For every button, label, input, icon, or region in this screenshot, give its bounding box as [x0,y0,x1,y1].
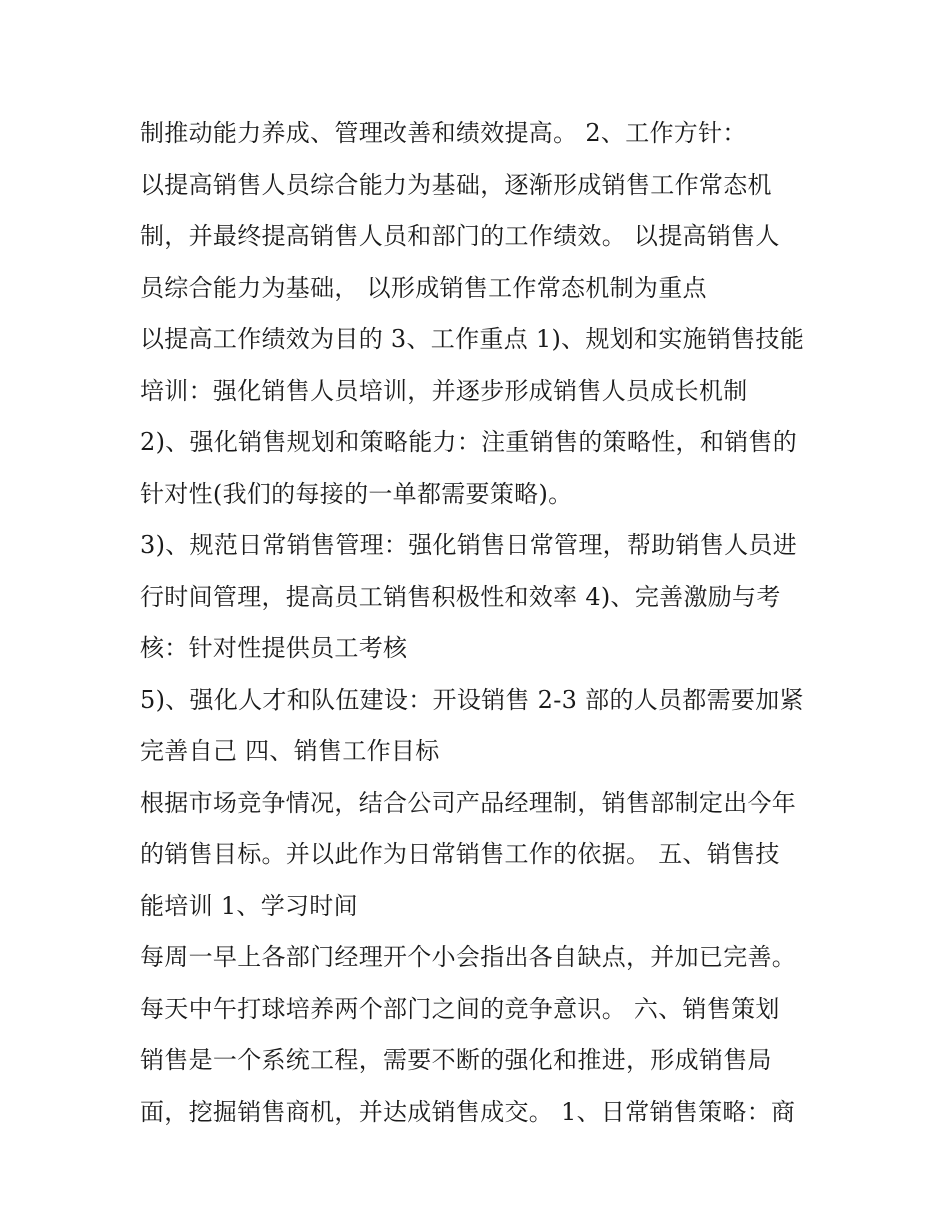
text-line: 核：针对性提供员工考核 [140,634,408,662]
text-line: 员综合能力为基础， 以形成销售工作常态机制为重点 [140,273,707,302]
text-line: 根据市场竞争情况，结合公司产品经理制，销售部制定出今年 [140,788,797,817]
text-line: 销售是一个系统工程，需要不断的强化和推进，形成销售局 [140,1046,772,1074]
text-line: 面，挖掘销售商机，并达成销售成交。 1、日常销售策略：商 [140,1097,796,1126]
text-line: 培训：强化销售人员培训，并逐步形成销售人员成长机制 [140,376,748,405]
text-line: 行时间管理，提高员工销售积极性和效率 4)、完善激励与考 [140,582,781,611]
text-line: 的销售目标。并以此作为日常销售工作的依据。 五、销售技 [140,840,780,868]
text-line: 3)、规范日常销售管理：强化销售日常管理，帮助销售人员进 [140,531,798,559]
text-line: 针对性(我们的每接的一单都需要策略)。 [140,479,573,508]
text-line: 以提高销售人员综合能力为基础，逐渐形成销售工作常态机 [140,170,772,199]
text-line: 5)、强化人才和队伍建设：开设销售 2-3 部的人员都需要加紧 [140,685,804,714]
text-line: 以提高工作绩效为目的 3、工作重点 1)、规划和实施销售技能 [140,325,805,353]
text-line: 能培训 1、学习时间 [140,891,358,920]
text-line: 每周一早上各部门经理开个小会指出各自缺点，并加已完善。 [140,943,797,971]
text-line: 制推动能力养成、管理改善和绩效提高。 2、工作方针： [140,119,747,147]
text-line: 2)、强化销售规划和策略能力：注重销售的策略性，和销售的 [140,428,798,456]
body-text [140,108,830,1138]
text-line: 每天中午打球培养两个部门之间的竞争意识。 六、销售策划 [140,994,780,1023]
text-line: 完善自己 四、销售工作目标 [140,737,440,765]
text-line: 制，并最终提高销售人员和部门的工作绩效。 以提高销售人 [140,222,780,250]
